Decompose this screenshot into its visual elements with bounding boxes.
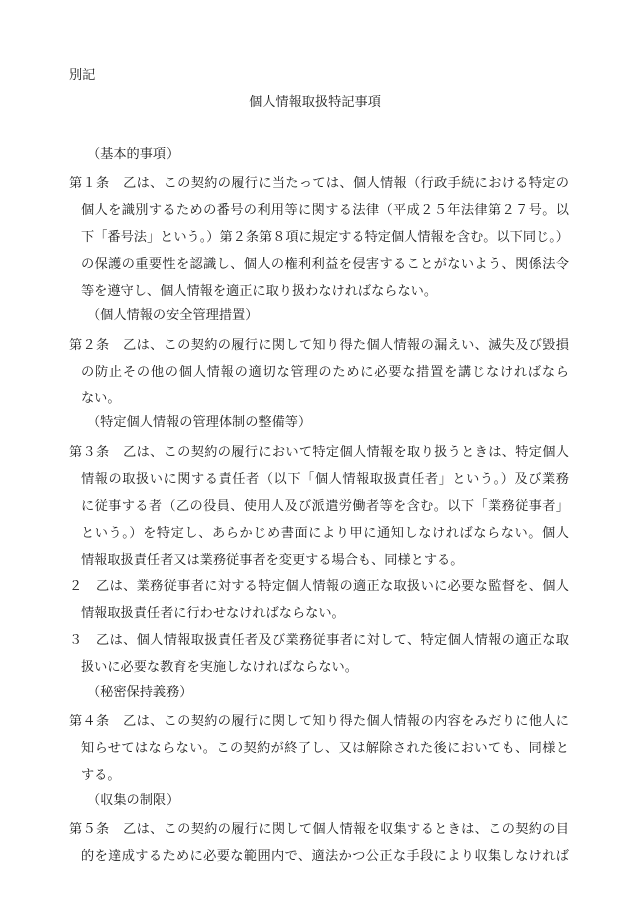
- article-4-text: 知らせてはならない。この契約が終了し、又は解除された後においても、同様と: [81, 741, 569, 756]
- article-4-text: する。: [81, 768, 121, 783]
- article-5-text: 的を達成するために必要な範囲内で、適法かつ公正な手段により収集しなければ: [81, 849, 569, 864]
- document-title: 個人情報取扱特記事項: [249, 95, 381, 110]
- article-1-text: の保護の重要性を認識し、個人の権利利益を侵害することがないよう、関係法令: [81, 257, 569, 272]
- article-1-text: 等を遵守し、個人情報を適正に取り扱わなければならない。: [81, 284, 438, 299]
- article-3-text: に従事する者（乙の役員、使用人及び派遣労働者等を含む。以下「業務従事者」: [81, 499, 569, 514]
- paragraph-2-text: 情報取扱責任者に行わせなければならない。: [81, 606, 345, 621]
- paragraph-3-text: ３ 乙は、個人情報取扱責任者及び業務従事者に対して、特定個人情報の適正な取: [69, 633, 569, 648]
- article-3-text: 第３条 乙は、この契約の履行において特定個人情報を取り扱うときは、特定個人: [69, 445, 569, 460]
- article-3-text: 情報取扱責任者又は業務従事者を変更する場合も、同様とする。: [81, 553, 464, 568]
- article-2-text: 第２条 乙は、この契約の履行に関して知り得た個人情報の漏えい、滅失及び毀損: [69, 338, 569, 353]
- article-1-text: 個人を識別するための番号の利用等に関する法律（平成２５年法律第２７号。以: [81, 203, 569, 218]
- article-caption: （秘密保持義務）: [87, 685, 193, 700]
- article-5-text: 第５条 乙は、この契約の履行に関して個人情報を収集するときは、この契約の目: [69, 822, 569, 837]
- article-caption: （基本的事項）: [87, 147, 180, 162]
- article-1-text: 下「番号法」という。）第２条第８項に規定する特定個人情報を含む。以下同じ。）: [81, 230, 569, 245]
- article-2-text: ない。: [81, 391, 121, 406]
- paragraph-3-text: 扱いに必要な教育を実施しなければならない。: [81, 660, 358, 675]
- article-1-text: 第１条 乙は、この契約の履行に当たっては、個人情報（行政手続における特定の: [69, 176, 569, 191]
- article-4-text: 第４条 乙は、この契約の履行に関して知り得た個人情報の内容をみだりに他人に: [69, 714, 569, 729]
- article-caption: （収集の制限）: [87, 793, 180, 808]
- article-caption: （個人情報の安全管理措置）: [87, 308, 259, 323]
- paragraph-2-text: ２ 乙は、業務従事者に対する特定個人情報の適正な取扱いに必要な監督を、個人: [69, 579, 569, 594]
- article-3-text: という。）を特定し、あらかじめ書面により甲に通知しなければならない。個人: [81, 526, 569, 541]
- article-3-text: 情報の取扱いに関する責任者（以下「個人情報取扱責任者」という。）及び業務: [81, 472, 569, 487]
- article-caption: （特定個人情報の管理体制の整備等）: [87, 415, 312, 430]
- annex-label: 別記: [69, 68, 96, 83]
- article-2-text: の防止その他の個人情報の適切な管理のために必要な措置を講じなければなら: [81, 365, 569, 380]
